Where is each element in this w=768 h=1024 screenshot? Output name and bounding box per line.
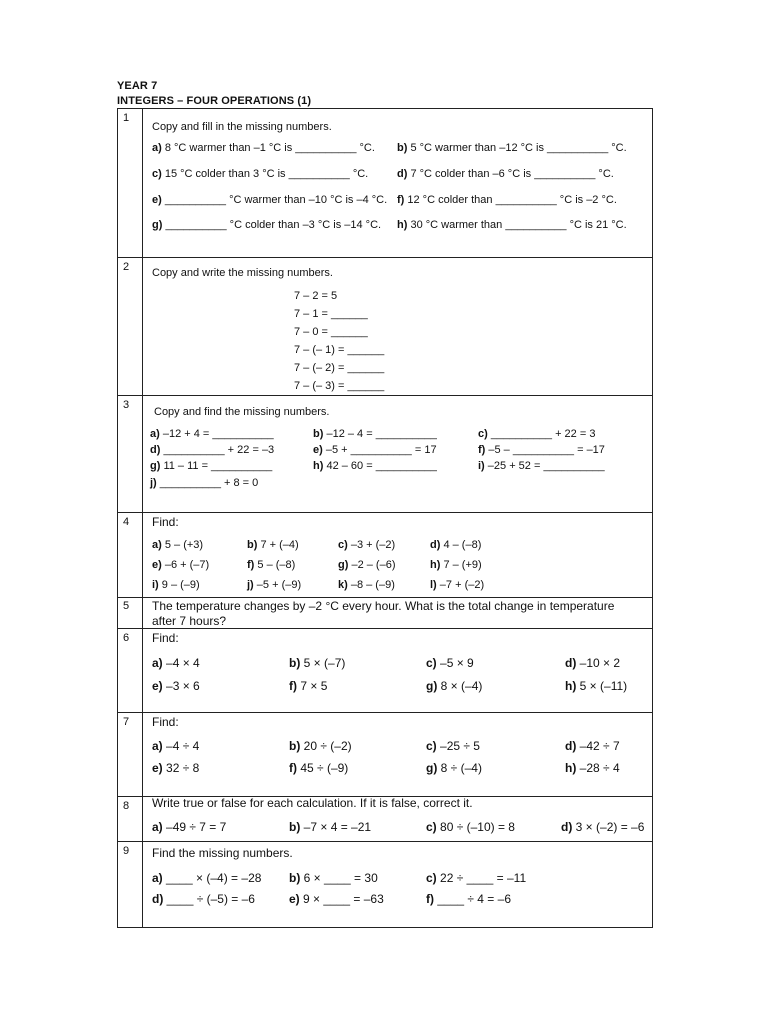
item-label: b) <box>247 539 258 551</box>
item-text: ____ × (–4) = –28 <box>166 871 262 885</box>
item-text: –4 ÷ 4 <box>166 739 200 753</box>
item-label: g) <box>426 679 438 693</box>
item-text: __________ °C colder than –3 °C is –14 °C. <box>165 219 382 231</box>
item-label: d) <box>150 444 161 456</box>
row-divider <box>117 257 653 258</box>
item-label: g) <box>338 559 349 571</box>
item-label: c) <box>338 539 348 551</box>
item-label: g) <box>150 460 161 472</box>
item-text: –5 + __________ = 17 <box>325 444 437 456</box>
item-label: b) <box>289 871 301 885</box>
item-text: ____ ÷ (–5) = –6 <box>166 892 255 906</box>
item-text: __________ + 8 = 0 <box>159 477 259 489</box>
item-text: –28 ÷ 4 <box>579 761 620 775</box>
item-text: 7 – (+9) <box>443 559 482 571</box>
item-label: e) <box>313 444 323 456</box>
item-text: 12 °C colder than __________ °C is –2 °C. <box>407 194 617 206</box>
item-text: –10 × 2 <box>579 656 621 670</box>
item-text: –3 + (–2) <box>350 539 396 551</box>
item-label: d) <box>397 168 408 180</box>
item-text: __________ + 22 = –3 <box>163 444 275 456</box>
question-instruction: Find: <box>152 631 179 645</box>
item-text: 15 °C colder than 3 °C is __________ °C. <box>164 168 369 180</box>
item-text: –8 – (–9) <box>350 579 395 591</box>
item-text: 9 × ____ = –63 <box>303 892 384 906</box>
worksheet-table <box>117 108 653 928</box>
item-text: –2 – (–6) <box>351 559 396 571</box>
item-text: –4 × 4 <box>166 656 200 670</box>
item-label: b) <box>289 656 301 670</box>
item-text: 80 ÷ (–10) = 8 <box>440 820 515 834</box>
item-label: i) <box>152 579 159 591</box>
question-number: 9 <box>123 845 130 857</box>
item-label: a) <box>150 428 160 440</box>
item-text: 5 × (–11) <box>579 679 628 693</box>
item-label: e) <box>289 892 300 906</box>
item-text: –25 + 52 = __________ <box>487 460 605 472</box>
item-text: 42 – 60 = __________ <box>326 460 437 472</box>
question-instruction: Write true or false for each calculation. If it is false, correct it. <box>152 796 473 810</box>
item-text: –5 – __________ = –17 <box>488 444 605 456</box>
question-text: The temperature changes by –2 °C every hour. What is the total change in temperature <box>152 599 615 613</box>
item-label: e) <box>152 194 162 206</box>
question-number: 8 <box>123 800 130 812</box>
item-label: e) <box>152 559 162 571</box>
item-label: g) <box>152 219 163 231</box>
item-text: –42 ÷ 7 <box>579 739 620 753</box>
worksheet-year: YEAR 7 <box>117 80 158 92</box>
item-text: 8 ÷ (–4) <box>440 761 482 775</box>
item-text: __________ + 22 = 3 <box>490 428 596 440</box>
item-label: l) <box>430 579 437 591</box>
item-text: –5 × 9 <box>440 656 474 670</box>
item-text: 5 – (+3) <box>164 539 204 551</box>
item-label: j) <box>247 579 254 591</box>
item-text: 32 ÷ 8 <box>166 761 200 775</box>
item-text: 45 ÷ (–9) <box>300 761 349 775</box>
item-label: k) <box>338 579 348 591</box>
item-label: b) <box>289 739 301 753</box>
item-text: –12 – 4 = __________ <box>326 428 437 440</box>
item-label: a) <box>152 871 163 885</box>
item-text: 7 + (–4) <box>260 539 299 551</box>
equation-line: 7 – 2 = 5 <box>294 290 338 302</box>
question-number: 3 <box>123 399 130 411</box>
item-label: a) <box>152 656 163 670</box>
equation-line: 7 – 1 = ______ <box>294 308 368 320</box>
item-label: a) <box>152 142 162 154</box>
item-label: h) <box>313 460 324 472</box>
item-text: ____ ÷ 4 = –6 <box>437 892 511 906</box>
question-number: 5 <box>123 600 130 612</box>
item-label: f) <box>247 559 255 571</box>
item-text: –3 × 6 <box>166 679 200 693</box>
item-label: c) <box>426 820 437 834</box>
item-text: 8 × (–4) <box>440 679 483 693</box>
question-number: 7 <box>123 716 130 728</box>
item-text: 4 – (–8) <box>443 539 482 551</box>
question-number: 6 <box>123 632 130 644</box>
question-number: 4 <box>123 516 130 528</box>
item-label: f) <box>289 761 297 775</box>
item-label: i) <box>478 460 485 472</box>
item-text: 20 ÷ (–2) <box>303 739 352 753</box>
item-text: 22 ÷ ____ = –11 <box>440 871 527 885</box>
item-label: d) <box>565 739 577 753</box>
item-label: d) <box>430 539 441 551</box>
item-text: –49 ÷ 7 = 7 <box>166 820 227 834</box>
item-label: h) <box>430 559 441 571</box>
item-text: –6 + (–7) <box>164 559 210 571</box>
item-text: –7 × 4 = –21 <box>303 820 372 834</box>
equation-line: 7 – (– 3) = ______ <box>294 380 385 392</box>
item-label: b) <box>397 142 408 154</box>
row-divider <box>117 712 653 713</box>
item-label: a) <box>152 820 163 834</box>
item-label: d) <box>565 656 577 670</box>
item-text: –12 + 4 = __________ <box>162 428 274 440</box>
item-label: c) <box>478 428 488 440</box>
item-text: 8 °C warmer than –1 °C is __________ °C. <box>164 142 375 154</box>
question-instruction: Find the missing numbers. <box>152 846 293 860</box>
item-label: d) <box>561 820 573 834</box>
item-label: h) <box>565 761 577 775</box>
item-label: j) <box>150 477 157 489</box>
item-text: 3 × (–2) = –6 <box>575 820 645 834</box>
worksheet-title: INTEGERS – FOUR OPERATIONS (1) <box>117 95 312 107</box>
equation-line: 7 – (– 2) = ______ <box>294 362 385 374</box>
item-label: e) <box>152 679 163 693</box>
item-label: b) <box>313 428 324 440</box>
question-text: after 7 hours? <box>152 614 227 628</box>
row-divider <box>117 841 653 842</box>
item-text: 6 × ____ = 30 <box>303 871 378 885</box>
item-label: b) <box>289 820 301 834</box>
item-label: h) <box>397 219 408 231</box>
question-number: 2 <box>123 261 130 273</box>
item-text: 30 °C warmer than __________ °C is 21 °C. <box>410 219 627 231</box>
row-divider <box>117 395 653 396</box>
question-number: 1 <box>123 112 130 124</box>
number-column-divider <box>142 108 143 928</box>
item-text: 5 × (–7) <box>303 656 346 670</box>
item-label: d) <box>152 892 164 906</box>
item-label: a) <box>152 739 163 753</box>
item-label: h) <box>565 679 577 693</box>
row-divider <box>117 597 653 598</box>
item-text: –7 + (–2) <box>439 579 485 591</box>
item-label: f) <box>289 679 297 693</box>
item-label: c) <box>426 871 437 885</box>
item-label: f) <box>478 444 486 456</box>
item-text: 9 – (–9) <box>161 579 200 591</box>
item-text: 11 – 11 = __________ <box>163 460 273 472</box>
item-label: g) <box>426 761 438 775</box>
item-label: c) <box>426 656 437 670</box>
question-instruction: Copy and write the missing numbers. <box>152 267 333 279</box>
row-divider <box>117 512 653 513</box>
question-instruction: Find: <box>152 515 179 529</box>
item-text: 7 × 5 <box>300 679 328 693</box>
item-label: f) <box>426 892 434 906</box>
item-label: c) <box>426 739 437 753</box>
row-divider <box>117 628 653 629</box>
item-label: a) <box>152 539 162 551</box>
item-text: __________ °C warmer than –10 °C is –4 °C. <box>164 194 388 206</box>
item-text: –5 + (–9) <box>256 579 302 591</box>
question-instruction: Copy and find the missing numbers. <box>154 406 330 418</box>
item-text: 5 – (–8) <box>257 559 296 571</box>
equation-line: 7 – (– 1) = ______ <box>294 344 385 356</box>
question-instruction: Copy and fill in the missing numbers. <box>152 121 332 133</box>
item-text: 7 °C colder than –6 °C is __________ °C. <box>410 168 614 180</box>
item-label: f) <box>397 194 405 206</box>
item-label: e) <box>152 761 163 775</box>
equation-line: 7 – 0 = ______ <box>294 326 368 338</box>
question-instruction: Find: <box>152 715 179 729</box>
item-text: 5 °C warmer than –12 °C is __________ °C. <box>410 142 627 154</box>
item-text: –25 ÷ 5 <box>440 739 480 753</box>
item-label: c) <box>152 168 162 180</box>
